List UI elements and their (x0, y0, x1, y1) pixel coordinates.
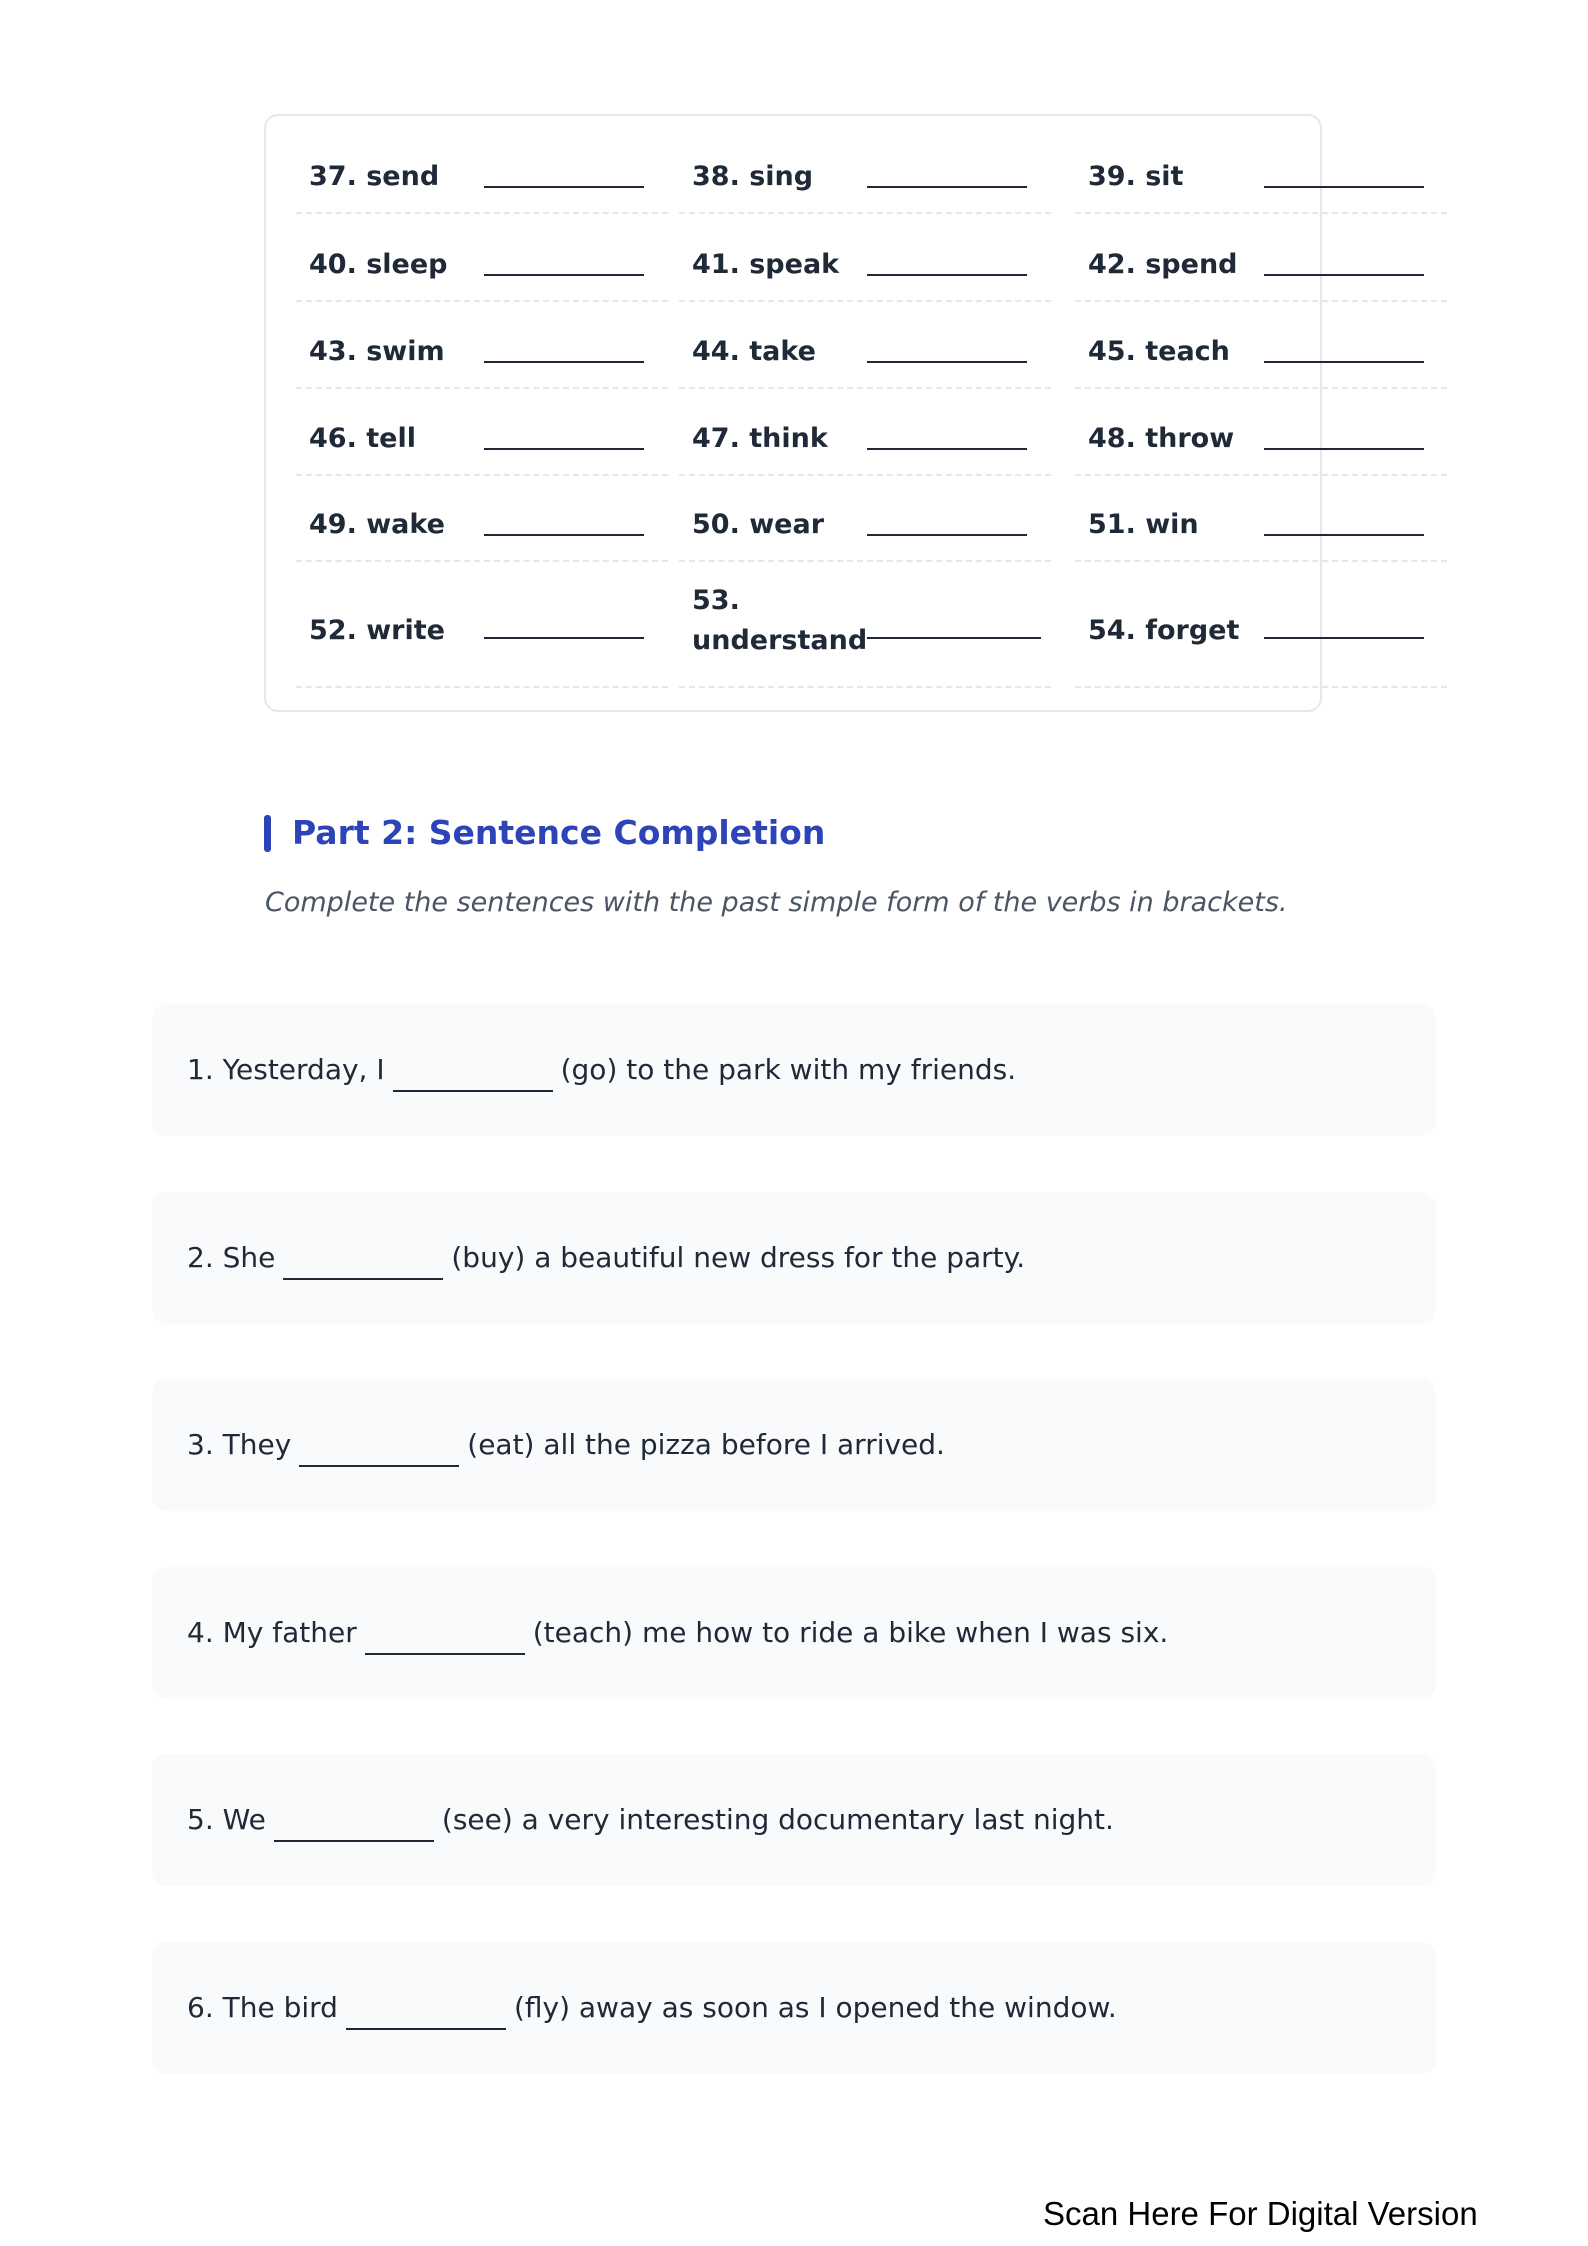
verb-cell (679, 408, 1051, 476)
verb-label: 43. swim (309, 336, 445, 367)
sentence-card (152, 1379, 1436, 1511)
verb-label: 49. wake (309, 509, 445, 540)
sentence-card (152, 1004, 1436, 1136)
verb-cell (1075, 408, 1447, 476)
verb-cell (1075, 234, 1447, 302)
verb-cell (679, 321, 1051, 389)
verb-label: 37. send (309, 161, 440, 192)
verb-cell (296, 234, 668, 302)
answer-blank[interactable] (867, 186, 1027, 188)
verb-label: 46. tell (309, 423, 416, 454)
answer-blank[interactable] (283, 1242, 443, 1280)
verb-row (296, 581, 1426, 688)
verb-label: 47. think (692, 423, 828, 454)
answer-blank[interactable] (1264, 274, 1424, 276)
verb-label: 44. take (692, 336, 816, 367)
sentence-text (187, 1986, 1117, 2030)
verb-label: 51. win (1088, 509, 1199, 540)
verb-label: 40. sleep (309, 249, 448, 280)
answer-blank[interactable] (1264, 361, 1424, 363)
verb-label: 38. sing (692, 161, 814, 192)
verb-label: 54. forget (1088, 615, 1240, 646)
answer-blank[interactable] (867, 448, 1027, 450)
answer-blank[interactable] (1264, 534, 1424, 536)
sentence-suffix: (fly) away as soon as I opened the window. (513, 1991, 1117, 2024)
sentence-suffix: (see) a very interesting documentary last night. (441, 1803, 1114, 1836)
verb-cell (296, 408, 668, 476)
answer-blank[interactable] (393, 1054, 553, 1092)
answer-blank[interactable] (346, 1992, 506, 2030)
verb-label: 45. teach (1088, 336, 1230, 367)
verb-label: 42. spend (1088, 249, 1238, 280)
verb-label: 50. wear (692, 509, 825, 540)
answer-blank[interactable] (274, 1804, 434, 1842)
answer-blank[interactable] (484, 534, 644, 536)
verb-cell (679, 581, 1051, 688)
verb-cell (296, 581, 668, 688)
sentence-text (187, 1611, 1168, 1655)
verb-label: 52. write (309, 615, 445, 646)
verb-label: 53. understand (692, 585, 868, 656)
sentence-suffix: (go) to the park with my friends. (560, 1053, 1017, 1086)
sentence-prefix: 5. We (187, 1803, 266, 1836)
verb-row (296, 494, 1426, 562)
section-title: Part 2: Sentence Completion (292, 813, 826, 852)
sentence-card (152, 1567, 1436, 1699)
verb-cell (679, 494, 1051, 562)
verb-row (296, 408, 1426, 476)
section-accent-bar (264, 815, 271, 852)
verb-cell (1075, 581, 1447, 688)
answer-blank[interactable] (867, 637, 1041, 639)
sentence-card (152, 1192, 1436, 1324)
qr-caption: Scan Here For Digital Version (1043, 2195, 1478, 2232)
verb-cell (1075, 321, 1447, 389)
answer-blank[interactable] (484, 274, 644, 276)
verb-cell (679, 146, 1051, 214)
answer-blank[interactable] (484, 186, 644, 188)
answer-blank[interactable] (484, 361, 644, 363)
answer-blank[interactable] (484, 448, 644, 450)
answer-blank[interactable] (867, 534, 1027, 536)
answer-blank[interactable] (867, 361, 1027, 363)
sentence-card (152, 1942, 1436, 2074)
sentence-text (187, 1423, 945, 1467)
sentence-text (187, 1798, 1114, 1842)
section-instructions: Complete the sentences with the past simple form of the verbs in brackets. (265, 887, 1288, 918)
answer-blank[interactable] (484, 637, 644, 639)
verb-row (296, 146, 1426, 214)
sentence-card (152, 1754, 1436, 1886)
sentence-prefix: 4. My father (187, 1616, 357, 1649)
verb-cell (296, 146, 668, 214)
sentence-text (187, 1048, 1016, 1092)
verb-row (296, 321, 1426, 389)
verb-label: 39. sit (1088, 161, 1184, 192)
sentence-suffix: (eat) all the pizza before I arrived. (467, 1428, 945, 1461)
answer-blank[interactable] (1264, 186, 1424, 188)
verb-cell (679, 234, 1051, 302)
sentence-suffix: (teach) me how to ride a bike when I was six. (532, 1616, 1169, 1649)
verb-cell (1075, 146, 1447, 214)
answer-blank[interactable] (299, 1429, 459, 1467)
verb-cell (1075, 494, 1447, 562)
verb-cell (296, 321, 668, 389)
verb-label: 41. speak (692, 249, 840, 280)
sentence-prefix: 2. She (187, 1241, 276, 1274)
sentence-prefix: 6. The bird (187, 1991, 338, 2024)
answer-blank[interactable] (867, 274, 1027, 276)
sentence-prefix: 1. Yesterday, I (187, 1053, 385, 1086)
sentence-suffix: (buy) a beautiful new dress for the party. (451, 1241, 1026, 1274)
sentence-text (187, 1236, 1025, 1280)
verb-label: 48. throw (1088, 423, 1235, 454)
verb-cell (296, 494, 668, 562)
verb-row (296, 234, 1426, 302)
sentence-prefix: 3. They (187, 1428, 292, 1461)
answer-blank[interactable] (1264, 637, 1424, 639)
answer-blank[interactable] (1264, 448, 1424, 450)
answer-blank[interactable] (365, 1617, 525, 1655)
